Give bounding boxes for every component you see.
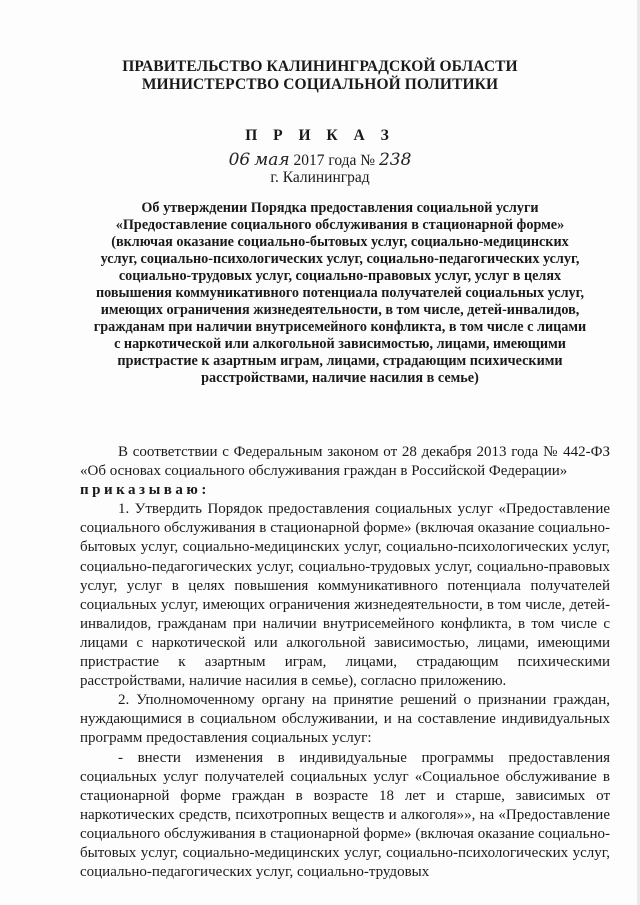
document-city: г. Калининград: [270, 169, 370, 186]
handwritten-number: 238: [378, 150, 412, 170]
handwritten-day: 06: [228, 150, 251, 170]
title-line: «Предоставление социального обслуживания в стационарной форме»: [115, 217, 565, 233]
title-line: имеющих ограничения жизнедеятельности, в том числе, детей-инвалидов,: [100, 302, 580, 318]
title-line: пристрастие к азартным играм, лицами, страдающим психическими: [117, 353, 563, 369]
item-2-paragraph: 2. Уполномоченному органу на принятие решений о признании граждан, нуждающимися в социальном обслуживании, и на составление индивидуальных программ предоставления социальных услуг:: [80, 692, 610, 747]
item-1-paragraph: 1. Утвердить Порядок предоставления социальных услуг «Предоставление социального обслуживания в стационарной форме» (включая оказание социально-бытовых услуг, социально-медицинских услуг, социально-психологических услуг, социально-педагогических услуг, социально-трудовых услуг, социально-правовых услуг, услуг в целях повышения коммуникативного потенциала получателей социальных услуг, имеющих ограничения жизнедеятельности, в том числе, детей-инвалидов, гражданам при наличии внутрисемейного конфликта, в том числе с лицами с наркотической или алкогольной зависимостью, лицами, имеющими пристрастие к азартным играм, лицами, страдающим психическими расстройствами, наличие насилия в семье), согласно приложению.: [80, 501, 610, 690]
title-line: гражданам при наличии внутрисемейного конфликта, в том числе с лицами: [93, 319, 587, 335]
title-line: (включая оказание социально-бытовых услуг, социально-медицинских: [111, 234, 569, 250]
handwritten-month: мая: [254, 150, 290, 170]
title-line: расстройствами, наличие насилия в семье): [201, 370, 479, 386]
org-name-line1: ПРАВИТЕЛЬСТВО КАЛИНИНГРАДСКОЙ ОБЛАСТИ: [122, 58, 518, 75]
document-body: [80, 443, 610, 882]
title-line: с наркотической или алкогольной зависимостью, лицами, имеющими: [114, 336, 566, 352]
document-type-title: П Р И К А З: [245, 127, 395, 144]
org-name-line2: МИНИСТЕРСТВО СОЦИАЛЬНОЙ ПОЛИТИКИ: [141, 76, 499, 93]
title-line: повышения коммуникативного потенциала получателей социальных услуг,: [95, 285, 585, 301]
title-line: услуг, социально-психологических услуг, социально-педагогических услуг,: [100, 251, 580, 267]
document-date-line: [0, 150, 640, 170]
order-word: приказываю:: [80, 482, 210, 499]
item-2-sub-paragraph: - внести изменения в индивидуальные программы предоставления социальных услуг получателей социальных услуг «Социальное обслуживание в стационарной форме граждан в возрасте 18 лет и старше, зависимых от наркотических средств, психотропных веществ и алкоголя»», на «Предоставление социального обслуживания в стационарной форме» (включая оказание социально-бытовых услуг, социально-медицинских услуг, социально-психологических услуг, социально-педагогических услуг, социально-трудовых: [80, 749, 610, 881]
title-line: Об утверждении Порядка предоставления социальной услуги: [141, 200, 539, 216]
title-line: социально-трудовых услуг, социально-правовых услуг, услуг в целях: [118, 268, 562, 284]
preamble-text: В соответствии с Федеральным законом от 28 декабря 2013 года № 442-ФЗ «Об основах социального обслуживания граждан в Российской Федерации»: [80, 444, 610, 480]
preamble-paragraph: [80, 443, 610, 500]
document-subject-title: [70, 200, 610, 387]
date-year-text: 2017 года №: [293, 152, 376, 169]
